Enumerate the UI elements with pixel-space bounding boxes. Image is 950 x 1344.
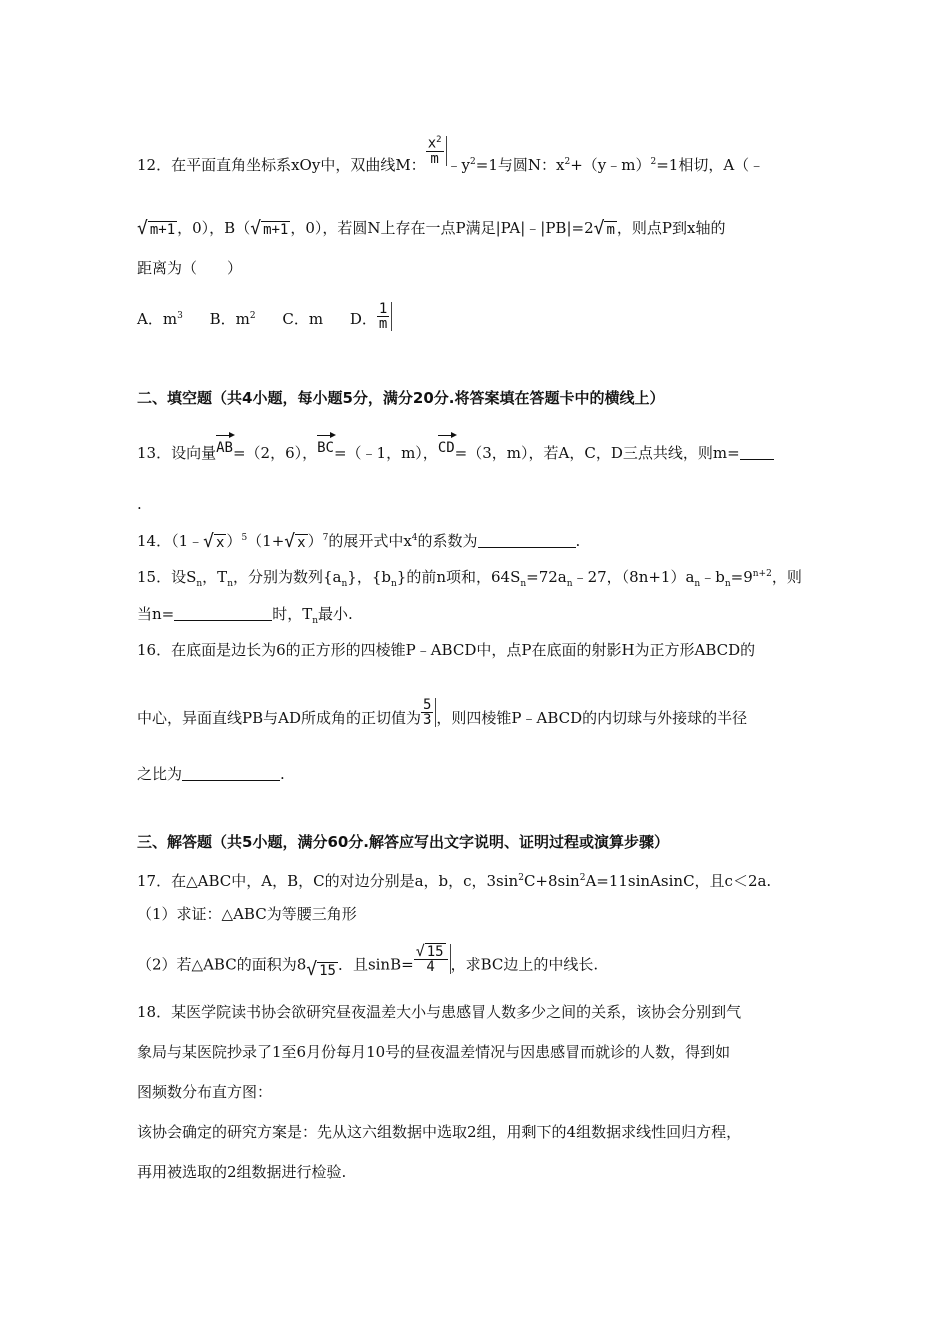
q12-line2: √ m+1 ，0），B（√ m+1 ，0），若圆N上存在一点P满足|PA|﹣|PB|=2√ m ，则点P到x轴的 <box>137 217 726 239</box>
q15-line2: 当n= 时，$T_n$最小. <box>137 605 353 626</box>
q18-line5: 再用被选取的2组数据进行检验. <box>137 1163 347 1181</box>
sqrt-m: √ m <box>593 217 615 239</box>
q18-line2: 象局与某医院抄录了1至6月份每月10号的昼夜温差情况与因患感冒而就诊的人数，得到如 <box>137 1043 731 1061</box>
answer-blank[interactable] <box>174 604 272 621</box>
sqrt-x: √ x <box>284 530 306 552</box>
q14-line: 14．（1﹣√ x ）$^5$（1+√ x ）$^7$的展开式中$x^4$的系数为 . <box>137 530 581 552</box>
q16-line3: 之比为 . <box>137 765 285 783</box>
q18-line4: 该协会确定的研究方案是：先从这六组数据中选取2组，用剩下的4组数据求线性回归方程， <box>137 1123 742 1141</box>
sqrt-m-plus-1: √ m+1 <box>250 217 289 239</box>
answer-blank[interactable] <box>478 531 576 548</box>
vector-ab: AB <box>216 440 233 456</box>
q12-options <box>137 300 850 332</box>
q16-line1: 16．在底面是边长为6的正方形的四棱锥P﹣ABCD中，点P在底面的射影H为正方形ABCD的 <box>137 641 756 659</box>
q17-line1: 17．在△ABC中，A，B，C的对边分别是a，b，c，$3\sin^2C+8\sin^2A=11sinAsinC$，且c＜2a. <box>137 872 772 890</box>
q12-text: 12．在平面直角坐标系xOy中，双曲线M： <box>137 156 426 174</box>
q13-line1: 13．设向量AB=（2，6），BC=（﹣1，m），CD=（3，m），若A，C，D三点共线，则m= <box>137 438 850 463</box>
section-heading-solutions: 三、解答题（共5小题，满分60分.解答应写出文字说明、证明过程或演算步骤） <box>137 833 670 851</box>
option-b: B．$m^2$ <box>209 310 256 328</box>
q15-line1: 15．设$S_n$，$T_n$，分别为数列$\{a_n\}$，$\{b_n\}$的前n项和，$64S_n=72a_n﹣27$，$(8n+1)a_n﹣b_n=9^{n+2}$，则 <box>137 568 802 589</box>
q18-line3: 图频数分布直方图： <box>137 1083 273 1101</box>
vector-cd: CD <box>437 440 455 456</box>
fraction-5-over-3: $\frac{5}{3}$ <box>421 698 436 727</box>
answer-blank[interactable] <box>740 443 774 460</box>
answer-blank[interactable] <box>182 764 280 781</box>
q17-part1: （1）求证：△ABC为等腰三角形 <box>137 905 357 923</box>
q12-line1: 12．在平面直角坐标系xOy中，双曲线M： $\frac{x^2}{m}$ $﹣y^2=1$与圆N：$x^2+(y﹣m)^2=1$相切，A（﹣ <box>137 135 765 174</box>
q13-tail: . <box>137 495 142 513</box>
q12-line3: 距离为（ ） <box>137 259 243 277</box>
fraction-sqrt15-over-4: $\frac{√ 15}{4}$ <box>414 944 451 974</box>
fraction-x2-over-m: $\frac{x^2}{m}$ <box>426 136 447 166</box>
vector-bc: BC <box>317 440 334 456</box>
option-c: C．m <box>282 310 324 328</box>
sqrt-15: √ 15 <box>306 959 336 980</box>
q17-part2: （2）若△ABC的面积为8√ 15 ．且sinB= $\frac{√ 15}{4}$ ，求BC边上的中线长. <box>137 941 599 980</box>
q16-line2: 中心，异面直线PB与AD所成角的正切值为 $\frac{5}{3}$ ，则四棱锥P﹣ABCD的内切球与外接球的半径 <box>137 696 748 728</box>
q18-line1: 18．某医学院读书协会欲研究昼夜温差大小与患感冒人数多少之间的关系，该协会分别到气 <box>137 1003 742 1021</box>
option-d: D． $\frac{1}{m}$ <box>350 310 392 328</box>
sqrt-x: √ x <box>203 530 225 552</box>
section-heading-fill-in: 二、填空题（共4小题，每小题5分，满分20分.将答案填在答题卡中的横线上） <box>137 389 665 407</box>
sqrt-m-plus-1: √ m+1 <box>137 217 176 239</box>
option-a: A．$m^3$ <box>137 310 183 328</box>
